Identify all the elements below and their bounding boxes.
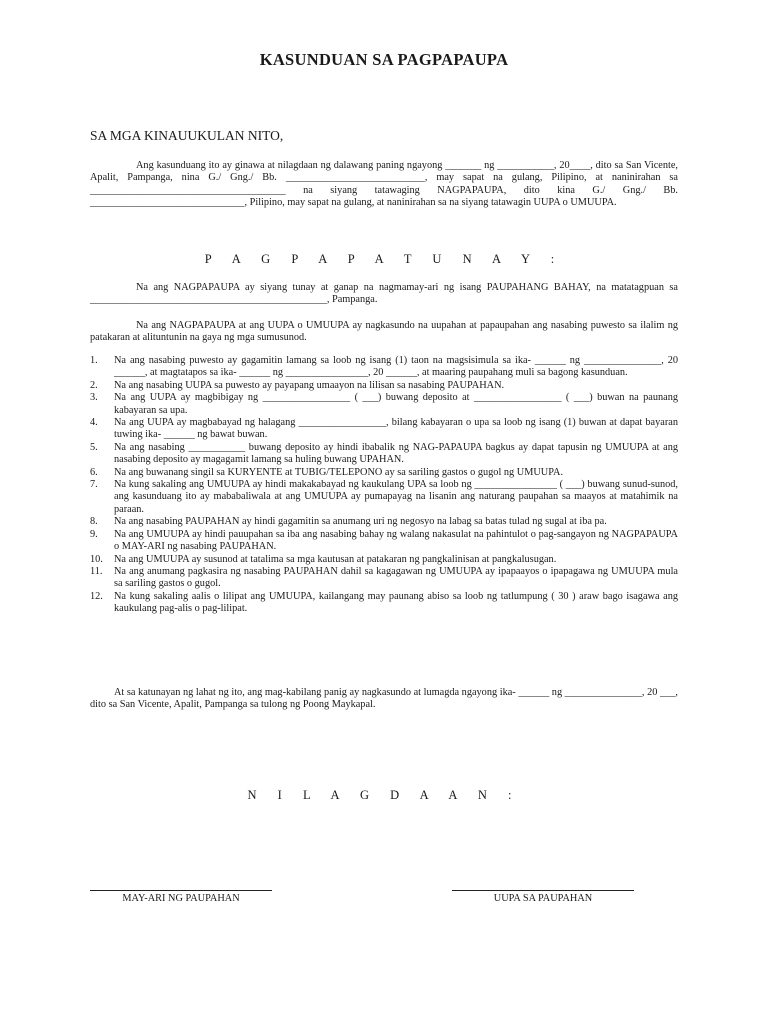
clause-number: 2. (90, 379, 98, 391)
clause-text: Na ang anumang pagkasira ng nasabing PAUPAHAN dahil sa kagagawan ng UMUUPA ay ipapaayos o ipapagawa ng UMUUPA mula sa sariling gastos o gugol. (114, 565, 678, 590)
closing-paragraph-text: At sa katunayan ng lahat ng ito, ang mag-kabilang panig ay nagkasundo at lumagda ngayong ika- ______ ng _______________, 20 ___, dito sa San Vicente, Apalit, Pampanga sa tulong ng Poong Maykapal. (90, 687, 678, 711)
signature-line-owner (90, 890, 272, 891)
salutation: SA MGA KINAUUKULAN NITO, (90, 128, 284, 143)
clause-number: 1. (90, 355, 98, 366)
list-item (90, 355, 678, 380)
signature-label-owner: MAY-ARI NG PAUPAHAN (122, 893, 240, 904)
clause-number: 6. (90, 466, 98, 478)
list-item (90, 566, 678, 591)
list-item (90, 529, 678, 554)
list-item (90, 417, 678, 442)
clause-number: 9. (90, 528, 98, 540)
clause-text: Na kung sakaling aalis o lilipat ang UMUUPA, kailangang may paunang abiso sa loob ng tatlumpung ( 30 ) araw bago isagawa ang kaukulang pag-alis o pag-lilipat. (114, 590, 678, 615)
clause-list (90, 355, 678, 616)
list-item (90, 516, 678, 528)
clause-number: 3. (90, 392, 98, 404)
list-item (90, 392, 678, 417)
clause-text: Na ang nasabing PAUPAHAN ay hindi gagamitin sa anumang uri ng negosyo na labag sa batas tulad ng sugal at iba pa. (114, 516, 607, 528)
signature-line-tenant (452, 890, 634, 891)
clause-text: Na ang nasabing UUPA sa puwesto ay payapang umaayon na lilisan sa nasabing PAUPAHAN. (114, 379, 505, 391)
clause-text: Na ang UUPA ay magbibigay ng _________________ ( ___) buwang deposito at _________________ ( ___) buwan na paunang kabayaran sa upa. (114, 392, 678, 416)
clause-number: 8. (90, 516, 98, 528)
clause-number: 7. (90, 479, 98, 491)
section-heading-pagpapatunay: P A G P A P A T U N A Y : (204, 252, 564, 266)
closing-paragraph (90, 687, 678, 712)
clause-number: 5. (90, 441, 98, 453)
affirmation-paragraph-1 (90, 282, 678, 307)
clause-text: Na ang nasabing ___________ buwang deposito ay hindi ibabalik ng NAG-PAPAUPA bagkus ay dapat tapusin ng UMUUPA at ang nasabing deposito ay magagamit lamang sa huling buwang UPAHAN. (114, 441, 678, 466)
clause-text: Na ang buwanang singil sa KURYENTE at TUBIG/TELEPONO ay sa sariling gastos o gugol ng UMUUPA. (114, 466, 564, 478)
clause-number: 10. (90, 553, 103, 565)
intro-paragraph (90, 160, 678, 210)
clause-number: 4. (90, 417, 98, 429)
clause-text: Na ang UMUUPA ay susunod at tatalima sa mga kautusan at patakaran ng pangkalinisan at pangkalusugan. (114, 553, 557, 565)
document-title: KASUNDUAN SA PAGPAPAUPA (259, 50, 509, 69)
clause-number: 12. (90, 590, 103, 602)
clause-text: Na ang nasabing puwesto ay gagamitin lamang sa loob ng isang (1) taon na magsisimula sa ika- ______ ng _______________, 20 ______, at magtatapos sa ika- ______ ng ________________, 20 ______, at maaring paupahang muli sa bagong kasunduan. (114, 355, 678, 379)
clause-text: Na kung sakaling ang UMUUPA ay hindi makakabayad ng kaukulang UPA sa loob ng ________________ ( ___) buwang sunud-sunod, ang kasunduang ito ay mababaliwala at ang UMUUPA ay pumapayag na lisanin ang naturang paupahan sa maayos at matahimik na paraan. (114, 479, 678, 515)
list-item (90, 380, 678, 392)
clause-number: 11. (90, 565, 103, 577)
list-item (90, 442, 678, 467)
intro-paragraph-text: Ang kasunduang ito ay ginawa at nilagdaan ng dalawang paning ngayong _______ ng ___________, 20____, dito sa San Vicente, Apalit, Pampanga, nina G./ Gng./ Bb. ___________________________, may sapat na gulang, Pilipino, at naninirahan sa ______________________________________ na siyang tatawaging NAGPAPAUPA, dito kina G./ Gng./ Bb. ______________________________, Pilipino, may sapat na gulang, at naninirahan sa na siyang tatawagin UUPA o UMUUPA. (90, 160, 678, 209)
list-item (90, 479, 678, 516)
section-heading-nilagdaan: N I L A G D A A N : (247, 788, 521, 802)
clause-text: Na ang UMUUPA ay hindi pauupahan sa iba ang nasabing bahay ng walang nakasulat na pahintulot o pag-sangayon ng NAGPAPAUPA o MAY-ARI ng nasabing PAUPAHAN. (114, 528, 678, 553)
affirmation-1-text: Na ang NAGPAPAUPA ay siyang tunay at ganap na nagmamay-ari ng isang PAUPAHANG BAHAY, na matatagpuan sa ______________________________________________, Pampanga. (90, 282, 678, 306)
affirmation-paragraph-2 (90, 320, 678, 345)
list-item (90, 554, 678, 566)
clause-text: Na ang UUPA ay magbabayad ng halagang _________________, bilang kabayaran o upa sa loob ng isang (1) buwan at dapat bayaran tuwing ika- ______ ng bawat buwan. (114, 417, 678, 441)
list-item (90, 467, 678, 479)
affirmation-2-text: Na ang NAGPAPAUPA at ang UUPA o UMUUPA ay nagkasundo na uupahan at papaupahan ang nasabing puwesto sa ilalim ng patakaran at alituntunin na gaya ng mga sumusunod. (90, 320, 678, 344)
signature-label-tenant: UUPA SA PAUPAHAN (493, 893, 593, 904)
list-item (90, 591, 678, 616)
